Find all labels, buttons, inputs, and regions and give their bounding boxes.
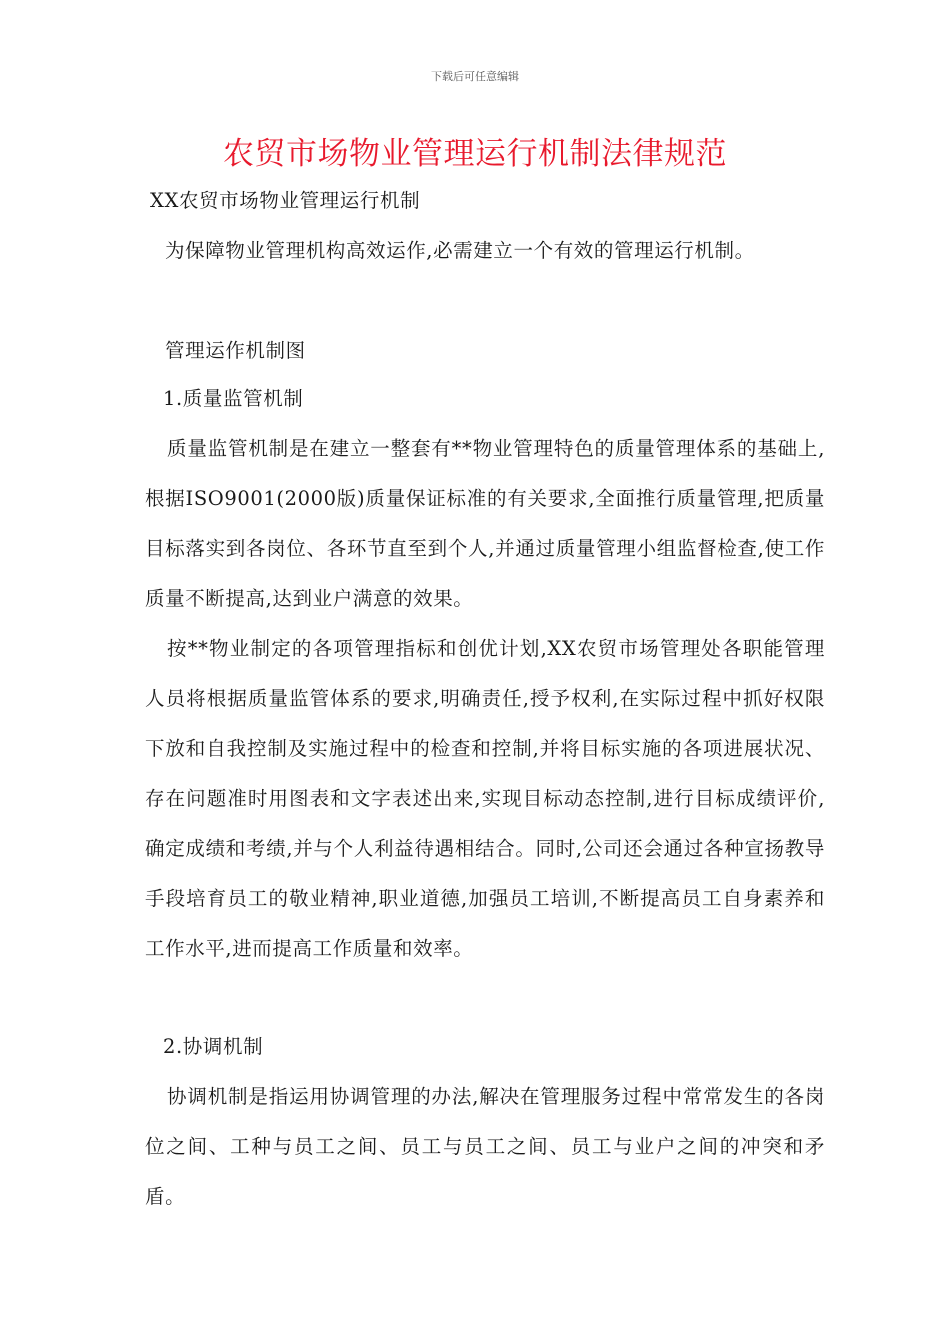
section-heading-quality: 1.质量监管机制 xyxy=(163,387,304,410)
header-note: 下载后可任意编辑 xyxy=(431,70,519,83)
document-title: 农贸市场物业管理运行机制法律规范 xyxy=(223,136,727,172)
paragraph-coordination-1: 协调机制是指运用协调管理的办法,解决在管理服务过程中常常发生的各岗位之间、工种与员工之间、员工与员工之间、员工与业户之间的冲突和矛盾。 xyxy=(145,1085,825,1208)
document-subtitle: XX农贸市场物业管理运行机制 xyxy=(150,189,421,212)
chart-caption: 管理运作机制图 xyxy=(165,339,306,362)
intro-paragraph: 为保障物业管理机构高效运作,必需建立一个有效的管理运行机制。 xyxy=(165,239,755,262)
paragraph-quality-2: 按**物业制定的各项管理指标和创优计划,XX农贸市场管理处各职能管理人员将根据质量监管体系的要求,明确责任,授予权利,在实际过程中抓好权限下放和自我控制及实施过程中的检查和控制,并将目标实施的各项进展状况、存在问题准时用图表和文字表述出来,实现目标动态控制,进行目标成绩评价,确定成绩和考绩,并与个人利益待遇相结合。同时,公司还会通过各种宣扬教导手段培育员工的敬业精神,职业道德,加强员工培训,不断提高员工自身素养和工作水平,进而提高工作质量和效率。 xyxy=(145,637,825,960)
paragraph-quality-1: 质量监管机制是在建立一整套有**物业管理特色的质量管理体系的基础上,根据ISO9001(2000版)质量保证标准的有关要求,全面推行质量管理,把质量目标落实到各岗位、各环节直至到个人,并通过质量管理小组监督检查,使工作质量不断提高,达到业户满意的效果。 xyxy=(145,437,825,610)
section-heading-coordination: 2.协调机制 xyxy=(163,1035,264,1058)
